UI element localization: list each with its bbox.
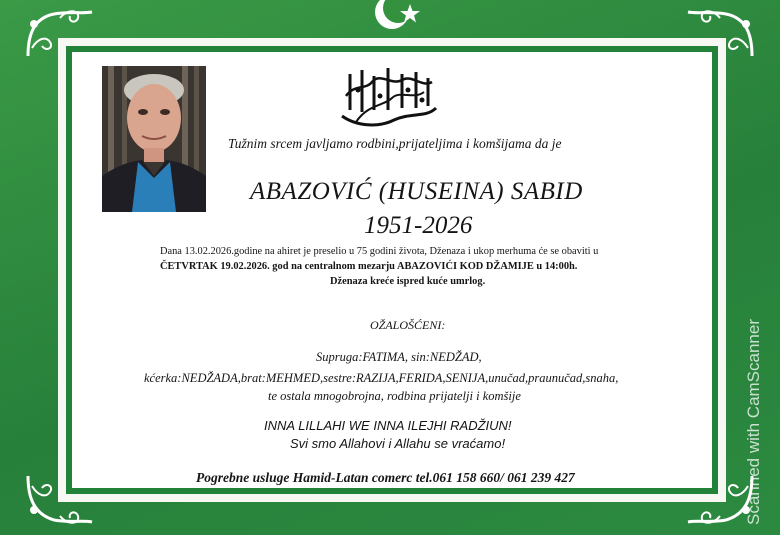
funeral-service-footer: Pogrebne usluge Hamid-Latan comerc tel.061 158 660/ 061 239 427 xyxy=(196,470,575,485)
camscanner-watermark: Scanned with CamScanner xyxy=(744,318,763,525)
portrait-photo xyxy=(102,66,206,212)
procession-line: Dženaza kreće ispred kuće umrlog. xyxy=(330,276,486,287)
funeral-date-line: ČETVRTAK 19.02.2026. god na centralnom mezarju ABAZOVIĆI KOD DŽAMIJE u 14:00h. xyxy=(160,261,578,272)
arabic-calligraphy-icon xyxy=(332,60,444,132)
mourners-heading: OŽALOŠĆENI: xyxy=(370,318,446,332)
life-years: 1951-2026 xyxy=(364,212,473,239)
crescent-star-icon xyxy=(370,0,430,36)
funeral-details-line: Dana 13.02.2026.godine na ahiret je preselio u 75 godini života, Dženaza i ukop merhuma će se obaviti u xyxy=(160,246,599,257)
friends-line: te ostala mnogobrojna, rodbina prijatelji i komšije xyxy=(268,389,521,403)
deceased-name: ABAZOVIĆ (HUSEINA) SABID xyxy=(250,178,583,205)
spouse-line: Supruga:FATIMA, sin:NEDŽAD, xyxy=(316,350,482,364)
family-line: kćerka:NEDŽADA,brat:MEHMED,sestre:RAZIJA,FERIDA,SENIJA,unučad,praunučad,snaha, xyxy=(144,371,619,385)
intro-text: Tužnim srcem javljamo rodbini,prijateljima i komšijama da je xyxy=(228,136,562,151)
prayer-line: INNA LILLAHI WE INNA ILEJHI RADŽIUN! xyxy=(264,418,512,433)
prayer-translation: Svi smo Allahovi i Allahu se vraćamo! xyxy=(290,436,506,451)
